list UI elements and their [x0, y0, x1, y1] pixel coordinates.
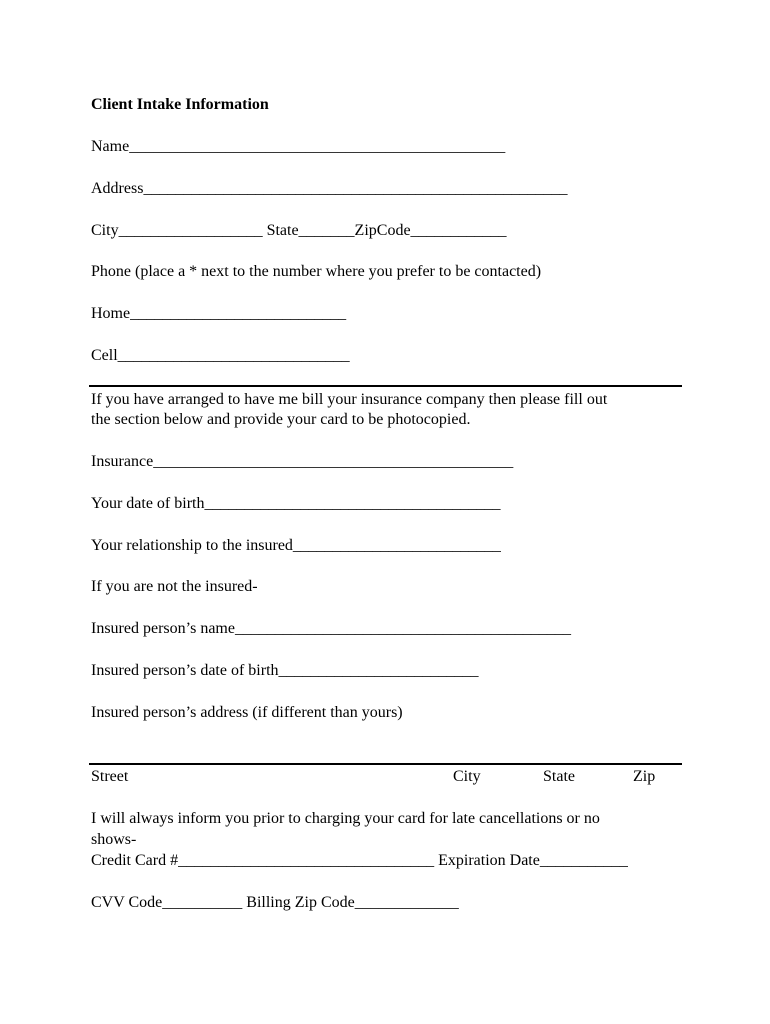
- phone-instruction: Phone (place a * next to the number where you prefer to be contacted): [91, 263, 542, 280]
- name-field[interactable]: Name_______________________________________________: [91, 138, 506, 155]
- street-label: Street: [91, 768, 129, 785]
- cancellation-note-line-2: shows-: [91, 831, 137, 848]
- relationship-field[interactable]: Your relationship to the insured__________________________: [91, 537, 501, 554]
- insured-dob-field[interactable]: Insured person’s date of birth_________________________: [91, 662, 479, 679]
- zip-label: Zip: [633, 768, 656, 785]
- state-label: State: [543, 768, 575, 785]
- address-field[interactable]: Address_____________________________________________________: [91, 180, 568, 197]
- date-of-birth-field[interactable]: Your date of birth_____________________________________: [91, 495, 501, 512]
- cancellation-note-line-1: I will always inform you prior to charging your card for late cancellations or no: [91, 810, 600, 827]
- form-title: Client Intake Information: [91, 96, 269, 113]
- section-divider: [89, 385, 682, 387]
- insurance-field[interactable]: Insurance_____________________________________________: [91, 453, 514, 470]
- insured-address-label: Insured person’s address (if different than yours): [91, 704, 403, 721]
- credit-card-field[interactable]: Credit Card #________________________________ Expiration Date___________: [91, 852, 628, 869]
- insurance-intro-line-2: the section below and provide your card to be photocopied.: [91, 411, 471, 428]
- cvv-billing-zip-field[interactable]: CVV Code__________ Billing Zip Code_____________: [91, 894, 459, 911]
- home-phone-field[interactable]: Home___________________________: [91, 305, 347, 322]
- insured-address-line[interactable]: [89, 763, 682, 765]
- cell-phone-field[interactable]: Cell_____________________________: [91, 347, 350, 364]
- city-label: City: [453, 768, 481, 785]
- city-state-zip-field[interactable]: City__________________ State_______ZipCode____________: [91, 222, 507, 239]
- not-insured-heading: If you are not the insured-: [91, 578, 258, 595]
- insured-name-field[interactable]: Insured person’s name__________________________________________: [91, 620, 571, 637]
- insurance-intro-line-1: If you have arranged to have me bill your insurance company then please fill out: [91, 391, 608, 408]
